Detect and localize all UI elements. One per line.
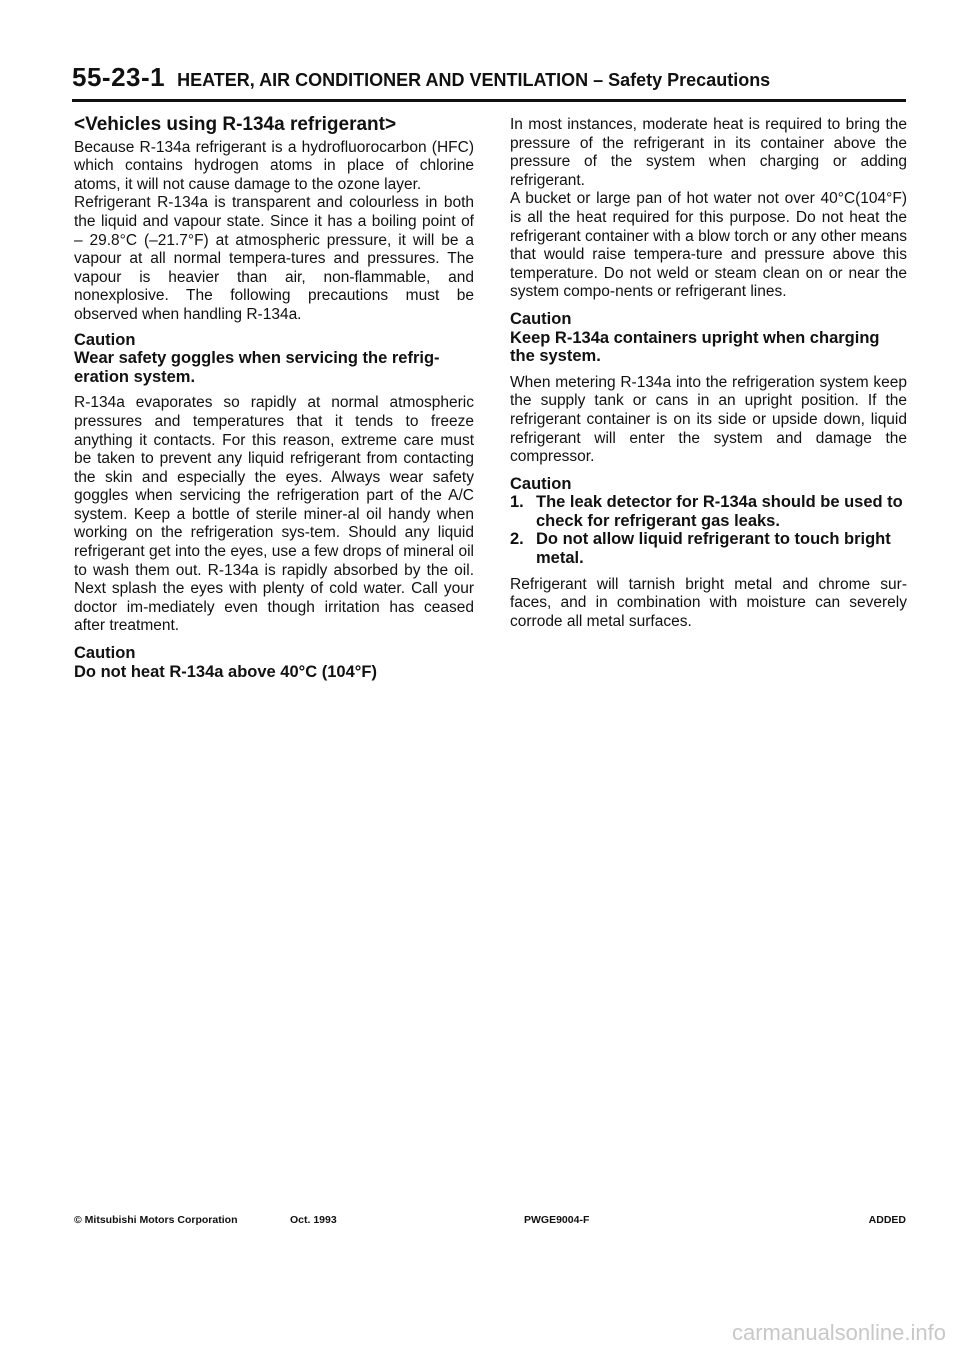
paragraph: A bucket or large pan of hot water not over 40°C(104°F) is all the heat required for this purpose. Do not heat the refrigerant container with a blow torch or any other means that would raise tempera-ture and pressure above this temperature. Do not weld or steam clean on or near the system compo-nents or refrigerant lines. [510,190,907,301]
paragraph: R-134a evaporates so rapidly at normal atmospheric pressures and temperatures that it tends to freeze anything it contacts. For this reason, extreme care must be taken to prevent any liquid refrigerant from contacting the skin and especially the eyes. Always wear safety goggles when servicing the refrigeration part of the A/C system. Keep a bottle of sterile miner-al oil handy when working on the refrigeration sys-tem. Should any liquid refrigerant get into the eyes, use a few drops of mineral oil to wash them out. R-134a is rapidly absorbed by the oil. Next splash the eyes with plenty of cold water. Call your doctor im-mediately even though irritation has ceased after treatment. [74,394,474,635]
paragraph: When metering R-134a into the refrigeration system keep the supply tank or cans in an upright position. If the refrigerant container is on its side or upside down, liquid refrigerant will enter the system and damage the compressor. [510,373,907,466]
caution-label: Caution [74,330,136,349]
list-text: The leak detector for R-134a should be used to check for refrigerant gas leaks. [536,493,903,530]
paragraph: In most instances, moderate heat is required to bring the pressure of the refrigerant in its container above the pressure of the system when charging or adding refrigerant. [510,116,907,189]
list-item [510,530,907,567]
list-text: Do not allow liquid refrigerant to touch bright metal. [536,530,891,568]
paragraph: Because R-134a refrigerant is a hydrofluorocarbon (HFC) which contains hydrogen atoms in place of chlorine atoms, it will not cause damage to the ozone layer. [74,138,474,193]
section-heading: <Vehicles using R-134a refrigerant> [74,114,397,135]
caution-text: Do not heat R-134a above 40°C (104°F) [74,662,377,681]
section-number: 55-23-1 [72,62,166,92]
caution-label: Caution [510,309,572,328]
caution-list [510,493,907,567]
caution-label: Caution [74,644,136,663]
list-number: 1. [510,493,524,512]
section-title: HEATER, AIR CONDITIONER AND VENTILATION – Safety Precautions [177,70,771,90]
document-code: PWGE9004-F [524,1214,590,1226]
paragraph: Refrigerant R-134a is transparent and colourless in both the liquid and vapour state. Since it has a boiling point of – 29.8°C (–21.7°F) at atmospheric pressure, it will be a vapour at all normal tempera-tures and pressures. The vapour is heavier than air, non-flammable, and nonexplosive. The following precautions must be observed when handling R-134a. [74,194,474,323]
copyright: © Mitsubishi Motors Corporation [74,1214,238,1226]
list-number: 2. [510,530,524,549]
caution-text: Wear safety goggles when servicing the refrig-eration system. [74,349,440,386]
caution-text: Keep R-134a containers upright when charging the system. [510,328,880,366]
left-column [74,116,474,689]
watermark: carmanualsonline.info [731,1320,946,1345]
right-column [510,116,907,639]
date: Oct. 1993 [290,1214,337,1226]
list-item [510,493,907,530]
status-label: ADDED [868,1214,906,1226]
paragraph: Refrigerant will tarnish bright metal and chrome sur-faces, and in combination with moisture can severely corrode all metal surfaces. [510,575,907,630]
caution-label: Caution [510,474,572,493]
page-header [72,62,906,102]
